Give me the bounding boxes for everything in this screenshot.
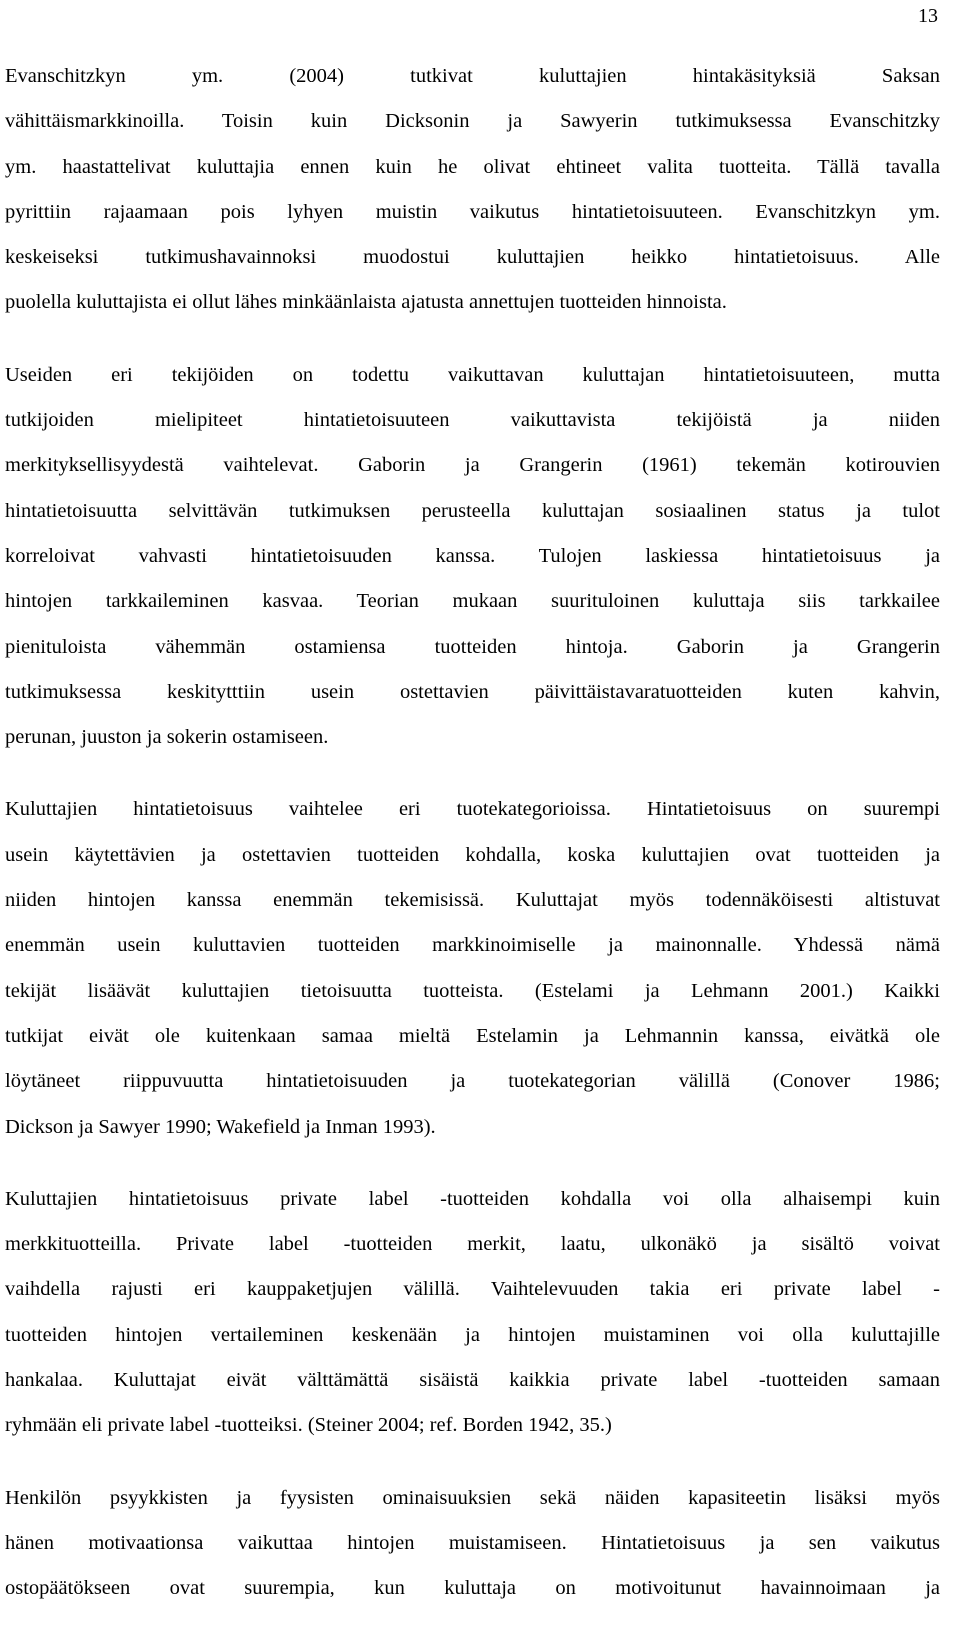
- text-line: Evanschitzkyn ym. (2004) tutkivat kuluttajien hintakäsityksiä Saksan: [5, 65, 940, 87]
- text-line: hintatietoisuutta selvittävän tutkimuksen perusteella kuluttajan sosiaalinen status ja tulot: [5, 499, 940, 522]
- page-number: 13: [918, 5, 938, 27]
- text-line: perunan, juuston ja sokerin ostamiseen.: [5, 726, 329, 749]
- text-line: Useiden eri tekijöiden on todettu vaikuttavan kuluttajan hintatietoisuuteen, mutta: [5, 363, 940, 386]
- text-line: hänen motivaationsa vaikuttaa hintojen muistamiseen. Hintatietoisuus ja sen vaikutus: [5, 1531, 940, 1554]
- text-line: hintojen tarkkaileminen kasvaa. Teorian mukaan suurituloinen kuluttaja siis tarkkailee: [5, 590, 940, 613]
- text-line: hankalaa. Kuluttajat eivät välttämättä sisäistä kaikkia private label -tuotteiden samaan: [5, 1369, 940, 1392]
- text-line: ym. haastattelivat kuluttajia ennen kuin he olivat ehtineet valita tuotteita. Tällä tavalla: [5, 155, 940, 178]
- text-line: korreloivat vahvasti hintatietoisuuden kanssa. Tulojen laskiessa hintatietoisuus ja: [5, 544, 940, 567]
- text-line: tuotteiden hintojen vertaileminen keskenään ja hintojen muistaminen voi olla kuluttajille: [5, 1323, 940, 1346]
- text-line: Henkilön psyykkisten ja fyysisten ominaisuuksien sekä näiden kapasiteetin lisäksi myös: [5, 1486, 940, 1509]
- text-line: ryhmään eli private label -tuotteiksi. (Steiner 2004; ref. Borden 1942, 35.): [5, 1414, 612, 1437]
- paragraph-1: [5, 54, 940, 326]
- text-line: Kuluttajien hintatietoisuus private label -tuotteiden kohdalla voi olla alhaisempi kuin: [5, 1187, 940, 1210]
- text-line: merkityksellisyydestä vaihtelevat. Gaborin ja Grangerin (1961) tekemän kotirouvien: [5, 454, 940, 477]
- text-line: usein käytettävien ja ostettavien tuotteiden kohdalla, koska kuluttajien ovat tuotteiden ja: [5, 843, 940, 866]
- text-line: ostopäätökseen ovat suurempia, kun kuluttaja on motivoitunut havainnoimaan ja: [5, 1577, 940, 1600]
- text-line: tekijät lisäävät kuluttajien tietoisuutta tuotteista. (Estelami ja Lehmann 2001.) Kaikki: [5, 979, 940, 1002]
- text-line: keskeiseksi tutkimushavainnoksi muodostui kuluttajien heikko hintatietoisuus. Alle: [5, 246, 940, 269]
- text-line: vaihdella rajusti eri kauppaketjujen välillä. Vaihtelevuuden takia eri private label -: [5, 1278, 940, 1301]
- text-line: merkkituotteilla. Private label -tuotteiden merkit, laatu, ulkonäkö ja sisältö voivat: [5, 1233, 940, 1256]
- text-line: vähittäismarkkinoilla. Toisin kuin Dicksonin ja Sawyerin tutkimuksessa Evanschitzky: [5, 110, 940, 133]
- text-line: niiden hintojen kanssa enemmän tekemisissä. Kuluttajat myös todennäköisesti altistuvat: [5, 889, 940, 912]
- text-line: tutkimuksessa keskitytttiin usein ostettavien päivittäistavaratuotteiden kuten kahvin,: [5, 680, 940, 703]
- paragraph-2: [5, 353, 940, 761]
- text-line: Dickson ja Sawyer 1990; Wakefield ja Inman 1993).: [5, 1115, 436, 1138]
- text-line: puolella kuluttajista ei ollut lähes minkäänlaista ajatusta annettujen tuotteiden hinnoista.: [5, 291, 727, 314]
- text-line: löytäneet riippuvuutta hintatietoisuuden ja tuotekategorian välillä (Conover 1986;: [5, 1070, 940, 1093]
- text-line: tutkijat eivät ole kuitenkaan samaa mieltä Estelamin ja Lehmannin kanssa, eivätkä ole: [5, 1024, 940, 1047]
- text-line: pienituloista vähemmän ostamiensa tuotteiden hintoja. Gaborin ja Grangerin: [5, 635, 940, 658]
- paragraph-4: [5, 1177, 940, 1449]
- text-line: tutkijoiden mielipiteet hintatietoisuuteen vaikuttavista tekijöistä ja niiden: [5, 409, 940, 432]
- document-body: [5, 54, 940, 1639]
- text-line: pyrittiin rajaamaan pois lyhyen muistin vaikutus hintatietoisuuteen. Evanschitzkyn ym.: [5, 200, 940, 223]
- text-line: Kuluttajien hintatietoisuus vaihtelee eri tuotekategorioissa. Hintatietoisuus on suurempi: [5, 798, 940, 821]
- paragraph-3: [5, 787, 940, 1149]
- paragraph-5: [5, 1476, 940, 1612]
- text-line: enemmän usein kuluttavien tuotteiden markkinoimiselle ja mainonnalle. Yhdessä nämä: [5, 934, 940, 957]
